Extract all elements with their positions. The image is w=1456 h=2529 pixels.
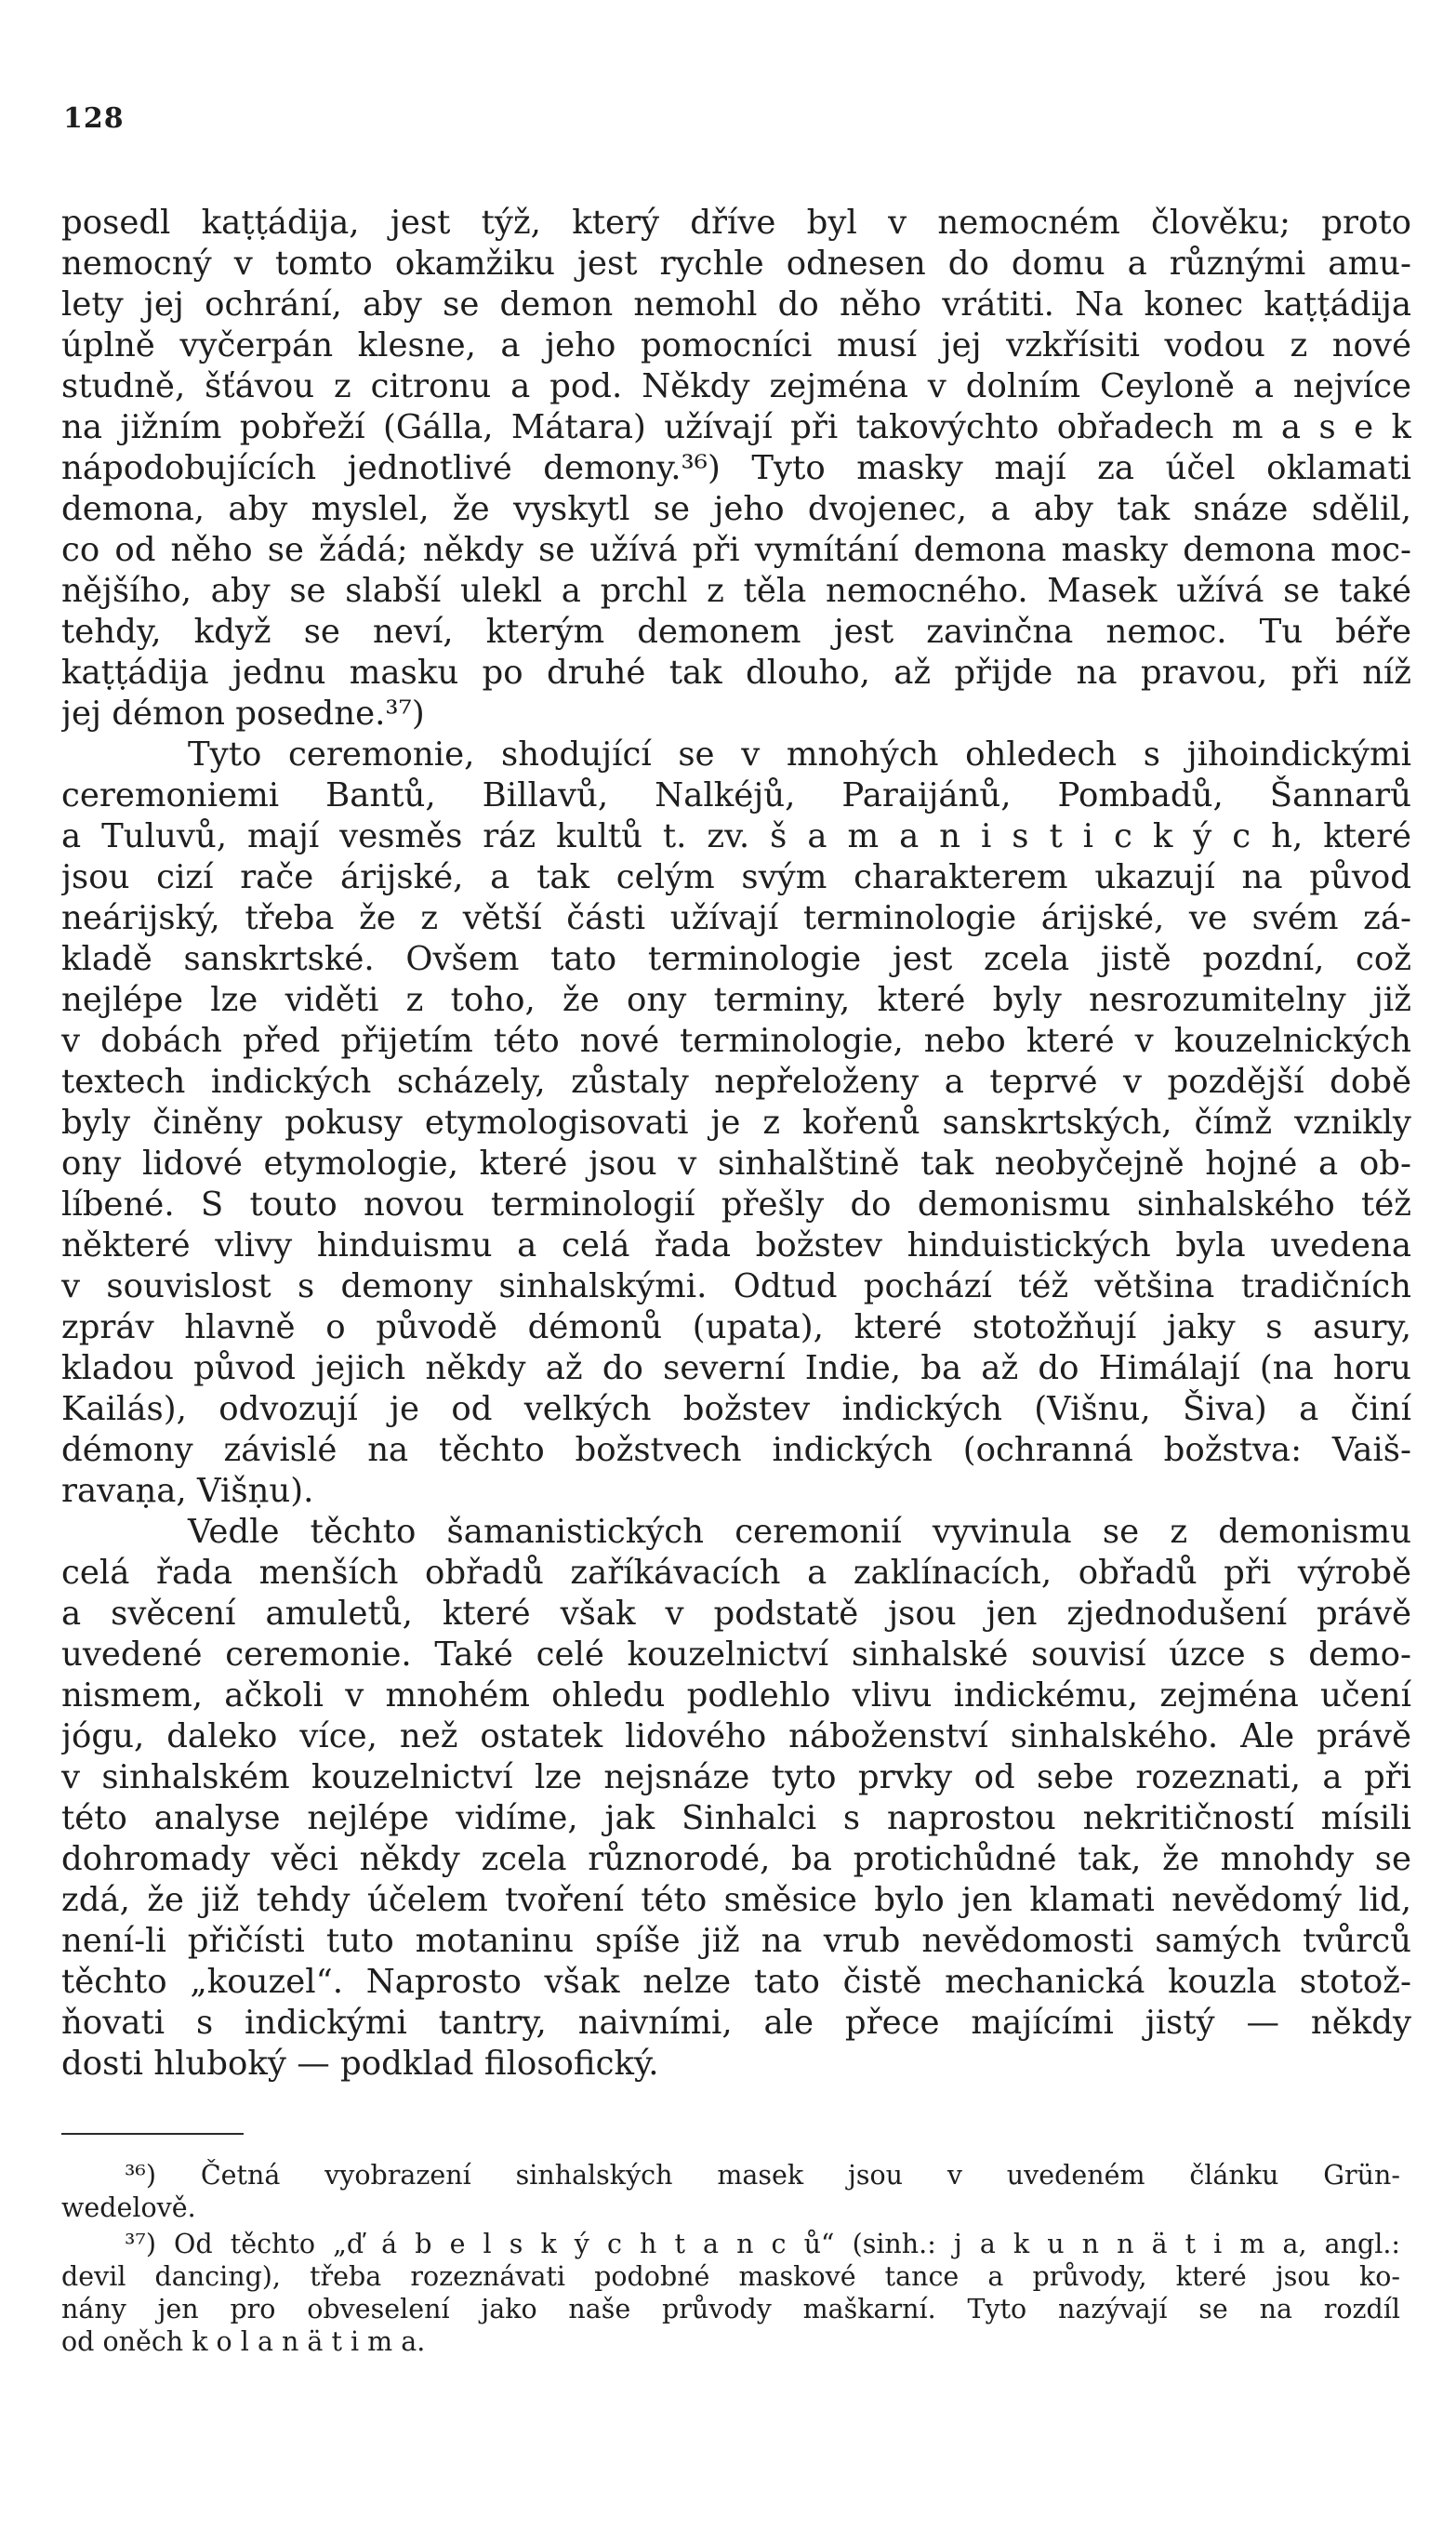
main-text xyxy=(61,203,1411,2085)
text-line: kladou původ jejich někdy až do severní Indie, ba až do Himálají (na horu xyxy=(61,1349,1411,1387)
text-line: některé vlivy hinduismu a celá řada božstev hinduistických byla uvedena xyxy=(61,1226,1411,1264)
text-line: Tyto ceremonie, shodující se v mnohých ohledech s jihoindickými xyxy=(188,735,1411,774)
text-line: ceremoniemi Bantů, Billavů, Nalkéjů, Paraijánů, Pombadů, Šannarů xyxy=(61,776,1411,814)
text-line: není-li přičísti tuto motaninu spíše již na vrub nevědomosti samých tvůrců xyxy=(61,1922,1411,1960)
text-line: úplně vyčerpán klesne, a jeho pomocníci musí jej vzkřísiti vodou z nové xyxy=(61,326,1411,364)
text-line: líbené. S touto novou terminologií přešly do demonismu sinhalského též xyxy=(61,1185,1411,1224)
paragraph xyxy=(61,203,1411,735)
text-line: na jižním pobřeží (Gálla, Mátara) užívají při takovýchto obřadech m a s e k xyxy=(61,408,1411,446)
text-line: Vedle těchto šamanistických ceremonií vyvinula se z demonismu xyxy=(188,1513,1411,1551)
text-line: ony lidové etymologie, které jsou v sinhalštině tak neobyčejně hojné a ob- xyxy=(61,1145,1411,1183)
text-line: kladě sanskrtské. Ovšem tato terminologie jest zcela jistě pozdní, což xyxy=(61,940,1411,978)
paragraph xyxy=(61,1512,1411,2085)
text-line: nejlépe lze viděti z toho, že ony terminy, které byly nesrozumitelny již xyxy=(61,981,1411,1019)
footnote-line: nány jen pro obveselení jako naše průvody maškarní. Tyto nazývají se na rozdíl xyxy=(61,2294,1400,2324)
text-line: jógu, daleko více, než ostatek lidového náboženství sinhalského. Ale právě xyxy=(61,1717,1411,1755)
footnote-line: ³⁶) Četná vyobrazení sinhalských masek jsou v uvedeném článku Grün- xyxy=(125,2160,1400,2191)
text-line: demona, aby myslel, že vyskytl se jeho dvojenec, a aby tak snáze sdělil, xyxy=(61,490,1411,528)
text-line: dosti hluboký — podklad filosofický. xyxy=(61,2045,659,2083)
text-line: posedl kaṭṭádija, jest týž, který dříve byl v nemocném člověku; proto xyxy=(61,204,1411,242)
text-line: jej démon posedne.³⁷) xyxy=(61,695,425,733)
text-line: démony závislé na těchto božstvech indických (ochranná božstva: Vaiš- xyxy=(61,1431,1411,1469)
footnote xyxy=(61,2159,1400,2224)
text-line: neárijský, třeba že z větší části užívají terminologie árijské, ve svém zá- xyxy=(61,899,1411,937)
text-line: co od něho se žádá; někdy se užívá při vymítání demona masky demona moc- xyxy=(61,531,1411,569)
text-line: a svěcení amuletů, které však v podstatě jsou jen zjednodušení právě xyxy=(61,1595,1411,1633)
footnote-line: ³⁷) Od těchto „ď á b e l s k ý c h t a n c ů“ (sinh.: j a k u n n ä t i m a, angl.: xyxy=(125,2229,1400,2259)
text-line: a Tuluvů, mají vesměs ráz kultů t. zv. š a m a n i s t i c k ý c h, které xyxy=(61,817,1411,855)
footnote-line: devil dancing), třeba rozeznávati podobné maskové tance a průvody, které jsou ko- xyxy=(61,2261,1400,2292)
text-line: nápodobujících jednotlivé demony.³⁶) Tyto masky mají za účel oklamati xyxy=(61,449,1411,487)
text-line: studně, šťávou z citronu a pod. Někdy zejména v dolním Ceyloně a nejvíce xyxy=(61,367,1411,405)
footnote-divider xyxy=(61,2133,244,2135)
text-line: dohromady věci někdy zcela různorodé, ba protichůdné tak, že mnohdy se xyxy=(61,1840,1411,1878)
text-line: těchto „kouzel“. Naprosto však nelze tato čistě mechanická kouzla stotož- xyxy=(61,1963,1411,2001)
text-line: zpráv hlavně o původě démonů (upata), které stotožňují jaky s asury, xyxy=(61,1308,1411,1346)
footnote-line: od oněch k o l a n ä t i m a. xyxy=(61,2326,426,2357)
text-line: v souvislost s demony sinhalskými. Odtud pochází též většina tradičních xyxy=(61,1267,1411,1305)
text-line: kaṭṭádija jednu masku po druhé tak dlouho, až přijde na pravou, při níž xyxy=(61,654,1411,692)
text-line: ňovati s indickými tantry, naivními, ale přece majícími jistý — někdy xyxy=(61,2004,1411,2042)
text-line: celá řada menších obřadů zaříkávacích a zaklínacích, obřadů při výrobě xyxy=(61,1554,1411,1592)
text-line: této analyse nejlépe vidíme, jak Sinhalci s naprostou nekritičností mísili xyxy=(61,1799,1411,1837)
text-line: nějšího, aby se slabší ulekl a prchl z těla nemocného. Masek užívá se také xyxy=(61,572,1411,610)
footnotes xyxy=(61,2159,1400,2362)
page-number: 128 xyxy=(63,102,125,135)
text-line: tehdy, když se neví, kterým demonem jest zavinčna nemoc. Tu béře xyxy=(61,613,1411,651)
footnote-line: wedelově. xyxy=(61,2192,196,2223)
text-line: byly činěny pokusy etymologisovati je z kořenů sanskrtských, čímž vznikly xyxy=(61,1104,1411,1142)
text-line: nemocný v tomto okamžiku jest rychle odnesen do domu a různými amu- xyxy=(61,245,1411,283)
text-line: ravaṇa, Višṇu). xyxy=(61,1472,314,1510)
text-line: Kailás), odvozují je od velkých božstev indických (Višnu, Šiva) a činí xyxy=(61,1390,1411,1428)
text-line: nismem, ačkoli v mnohém ohledu podlehlo vlivu indickému, zejména učení xyxy=(61,1676,1411,1715)
footnote xyxy=(61,2228,1400,2358)
text-line: lety jej ochrání, aby se demon nemohl do něho vrátiti. Na konec kaṭṭádija xyxy=(61,285,1411,324)
text-line: uvedené ceremonie. Také celé kouzelnictví sinhalské souvisí úzce s demo- xyxy=(61,1635,1411,1674)
text-line: textech indických scházely, zůstaly nepřeloženy a teprvé v pozdější době xyxy=(61,1063,1411,1101)
text-line: jsou cizí rače árijské, a tak celým svým charakterem ukazují na původ xyxy=(61,858,1411,896)
paragraph xyxy=(61,735,1411,1512)
text-line: v dobách před přijetím této nové terminologie, nebo které v kouzelnických xyxy=(61,1022,1411,1060)
text-line: zdá, že již tehdy účelem tvoření této směsice bylo jen klamati nevědomý lid, xyxy=(61,1881,1411,1919)
text-line: v sinhalském kouzelnictví lze nejsnáze tyto prvky od sebe rozeznati, a při xyxy=(61,1758,1411,1796)
